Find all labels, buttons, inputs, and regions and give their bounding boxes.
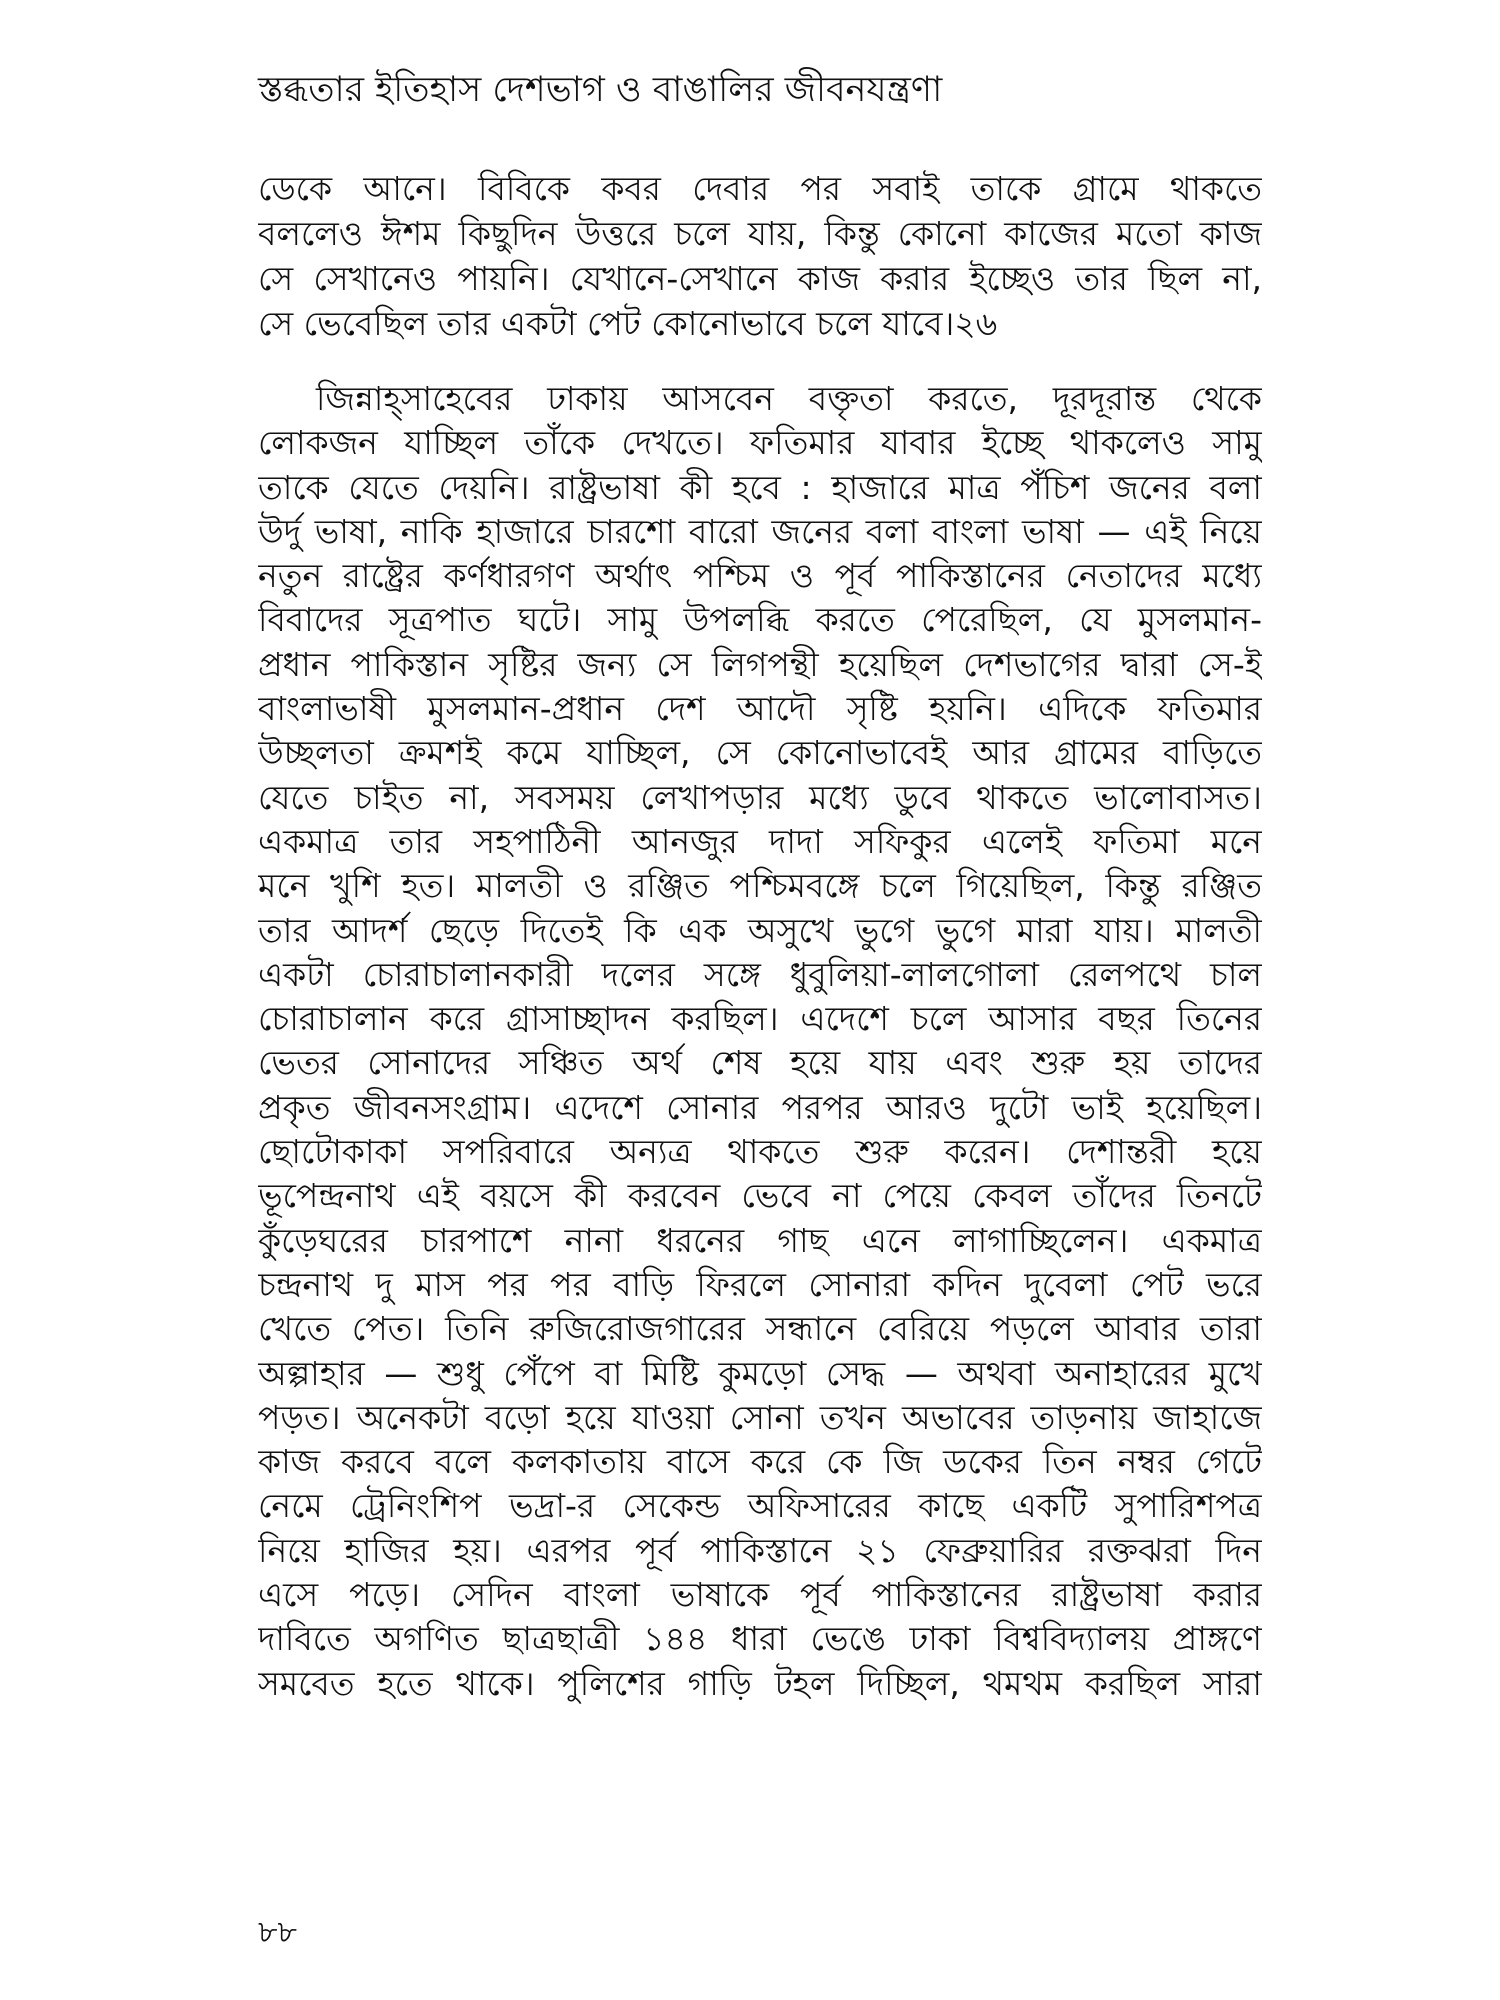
text-line: সে ভেবেছিল তার একটা পেট কোনোভাবে চলে যাবে।২৬ — [258, 304, 998, 343]
text-line: যেতে চাইত না, সবসময় লেখাপড়ার মধ্যে ডুবে থাকতে ভালোবাসত। — [258, 777, 1262, 817]
text-line: সে সেখানেও পায়নি। যেখানে-সেখানে কাজ করার ইচ্ছেও তার ছিল না, — [258, 259, 1262, 298]
text-line: পড়ত। অনেকটা বড়ো হয়ে যাওয়া সোনা তখন অভাবের তাড়নায় জাহাজে — [258, 1397, 1262, 1437]
text-line: চন্দ্রনাথ দু মাস পর পর বাড়ি ফিরলে সোনারা কদিন দুবেলা পেট ভরে — [258, 1264, 1262, 1304]
text-line: নিয়ে হাজির হয়। এরপর পূর্ব পাকিস্তানে ২১ ফেব্রুয়ারির রক্তঝরা দিন — [258, 1530, 1262, 1570]
text-line: একটা চোরাচালানকারী দলের সঙ্গে ধুবুলিয়া-লালগোলা রেলপথে চাল — [258, 954, 1262, 994]
text-line: ছোটোকাকা সপরিবারে অন্যত্র থাকতে শুরু করেন। দেশান্তরী হয়ে — [258, 1132, 1262, 1172]
text-line: লোকজন যাচ্ছিল তাঁকে দেখতে। ফতিমার যাবার ইচ্ছে থাকলেও সামু — [258, 423, 1262, 463]
text-line: বললেও ঈশম কিছুদিন উত্তরে চলে যায়, কিন্তু কোনো কাজের মতো কাজ — [258, 214, 1262, 253]
text-line: বিবাদের সূত্রপাত ঘটে। সামু উপলব্ধি করতে পেরেছিল, যে মুসলমান- — [258, 600, 1262, 640]
paragraph-1 — [258, 166, 1262, 346]
text-line: খেতে পেত। তিনি রুজিরোজগারের সন্ধানে বেরিয়ে পড়লে আবার তারা — [258, 1309, 1262, 1349]
text-line: ডেকে আনে। বিবিকে কবর দেবার পর সবাই তাকে গ্রামে থাকতে — [258, 169, 1262, 208]
text-line: প্রকৃত জীবনসংগ্রাম। এদেশে সোনার পরপর আরও দুটো ভাই হয়েছিল। — [258, 1087, 1262, 1127]
text-line: মনে খুশি হত। মালতী ও রঞ্জিত পশ্চিমবঙ্গে চলে গিয়েছিল, কিন্তু রঞ্জিত — [258, 866, 1262, 906]
text-line: একমাত্র তার সহপাঠিনী আনজুর দাদা সফিকুর এলেই ফতিমা মনে — [258, 821, 1262, 861]
text-line: কাজ করবে বলে কলকাতায় বাসে করে কে জি ডকের তিন নম্বর গেটে — [258, 1442, 1262, 1482]
text-line: অল্পাহার — শুধু পেঁপে বা মিষ্টি কুমড়ো সেদ্ধ — অথবা অনাহারের মুখে — [258, 1353, 1262, 1393]
text-line: ভূপেন্দ্রনাথ এই বয়সে কী করবেন ভেবে না পেয়ে কেবল তাঁদের তিনটে — [258, 1176, 1262, 1216]
paragraph-2 — [258, 377, 1262, 1706]
text-line: উচ্ছলতা ক্রমশই কমে যাচ্ছিল, সে কোনোভাবেই আর গ্রামের বাড়িতে — [258, 733, 1262, 773]
text-line: এসে পড়ে। সেদিন বাংলা ভাষাকে পূর্ব পাকিস্তানের রাষ্ট্রভাষা করার — [258, 1575, 1262, 1615]
text-line: তাকে যেতে দেয়নি। রাষ্ট্রভাষা কী হবে : হাজারে মাত্র পঁচিশ জনের বলা — [258, 467, 1262, 507]
text-line: তার আদর্শ ছেড়ে দিতেই কি এক অসুখে ভুগে ভুগে মারা যায়। মালতী — [258, 910, 1262, 950]
text-line: জিন্নাহ্‌সাহেবের ঢাকায় আসবেন বক্তৃতা করতে, দূরদূরান্ত থেকে — [316, 379, 1262, 418]
text-line: প্রধান পাকিস্তান সৃষ্টির জন্য সে লিগপন্থী হয়েছিল দেশভাগের দ্বারা সে-ই — [258, 644, 1262, 684]
running-header: স্তব্ধতার ইতিহাস দেশভাগ ও বাঙালির জীবনযন্ত্রণা — [258, 70, 943, 110]
text-line: বাংলাভাষী মুসলমান-প্রধান দেশ আদৌ সৃষ্টি হয়নি। এদিকে ফতিমার — [258, 689, 1262, 729]
text-line: সমবেত হতে থাকে। পুলিশের গাড়ি টহল দিচ্ছিল, থমথম করছিল সারা — [258, 1663, 1262, 1703]
text-line: দাবিতে অগণিত ছাত্রছাত্রী ১৪৪ ধারা ভেঙে ঢাকা বিশ্ববিদ্যালয় প্রাঙ্গণে — [258, 1619, 1262, 1659]
text-line: ভেতর সোনাদের সঞ্চিত অর্থ শেষ হয়ে যায় এবং শুরু হয় তাদের — [258, 1043, 1262, 1083]
page-number: ৮৮ — [258, 1915, 297, 1950]
text-line: নেমে ট্রেনিংশিপ ভদ্রা-র সেকেন্ড অফিসারের কাছে একটি সুপারিশপত্র — [258, 1486, 1262, 1526]
text-line: কুঁড়েঘরের চারপাশে নানা ধরনের গাছ এনে লাগাচ্ছিলেন। একমাত্র — [258, 1220, 1262, 1260]
text-line: চোরাচালান করে গ্রাসাচ্ছাদন করছিল। এদেশে চলে আসার বছর তিনের — [258, 999, 1262, 1039]
text-line: নতুন রাষ্ট্রের কর্ণধারগণ অর্থাৎ পশ্চিম ও পূর্ব পাকিস্তানের নেতাদের মধ্যে — [258, 556, 1262, 596]
text-line: উর্দু ভাষা, নাকি হাজারে চারশো বারো জনের বলা বাংলা ভাষা — এই নিয়ে — [258, 511, 1262, 551]
